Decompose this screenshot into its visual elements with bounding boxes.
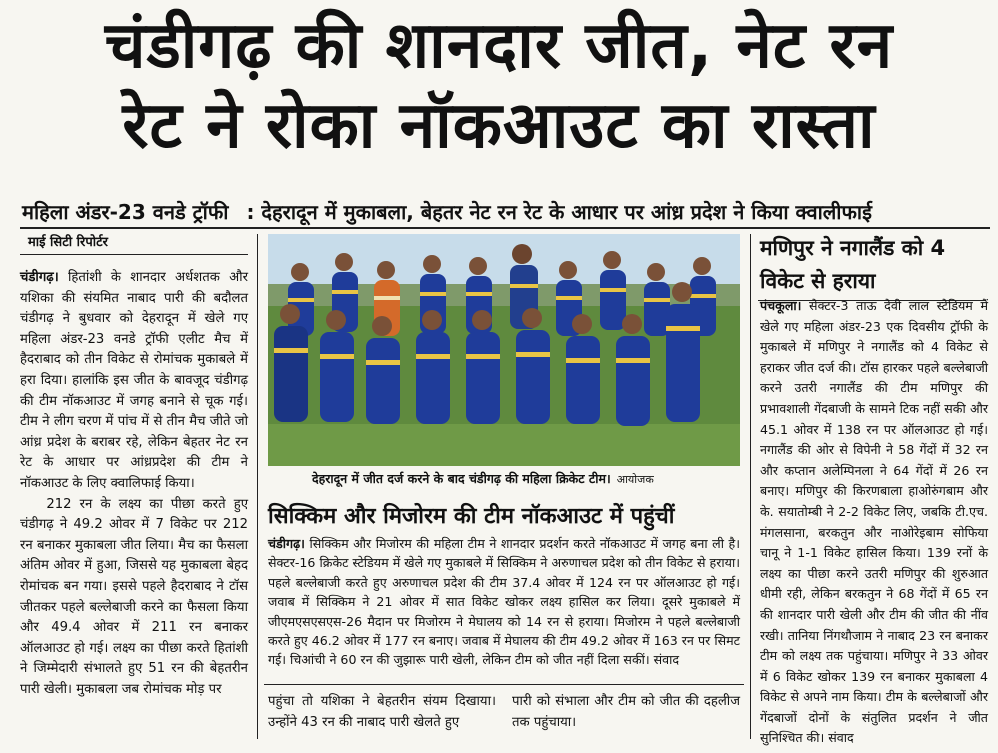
divider-column-right [750, 234, 751, 739]
main-story-para-1: चंडीगढ़। हितांशी के शानदार अर्धशतक और यशिका की संयमित नाबाद पारी की बदौलत चंडीगढ़ ने बुधवार को देहरादून में खेले गए महिला अंडर-23 वनडे ट्रॉफी एलीट मैच में हैदराबाद को तीन विकेट से रोमांचक मुकाबले में हरा दिया। हालांकि इस जीत के बावजूद चंडीगढ़ की टीम नॉकआउट में जगह बनाने से चूक गई। टीम ने लीग चरण में पांच में से तीन मैच जीते जो आंध्र प्रदेश के बराबर रहे, लेकिन बेहतर नेट रन रेट के आधार पर आंध्रप्रदेश की टीम ने नॉकआउट के लिए क्वालिफाई किया। [20, 270, 248, 491]
headline [0, 6, 998, 166]
main-story-column [20, 268, 248, 738]
subheadline [22, 198, 992, 226]
photo-caption [312, 470, 654, 487]
photo-credit: आयोजक [616, 473, 654, 486]
divider-story2-bottom [264, 684, 744, 685]
byline: माई सिटी रिपोर्टर [28, 235, 108, 250]
photo-caption-text: देहरादून में जीत दर्ज करने के बाद चंडीगढ़ की महिला क्रिकेट टीम। [312, 471, 611, 486]
subheadline-text: : देहरादून में मुकाबला, बेहतर नेट रन रेट के आधार पर आंध्र प्रदेश ने किया क्वालीफाई [246, 200, 872, 224]
story2-body: चंडीगढ़। सिक्किम और मिजोरम की महिला टीम ने शानदार प्रदर्शन करते नॉकआउट में जगह बना ली है। सेक्टर-16 क्रिकेट स्टेडियम में खेले गए मुकाबले में सिक्किम ने अरुणाचल प्रदेश को तीन विकेट से हराया। पहले बल्लेबाजी करते हुए अरुणाचल प्रदेश की टीम 37.4 ओवर में 124 रन पर ऑलआउट हो गई। जवाब में सिक्किम ने 21 ओवर में सात विकेट खोकर लक्ष्य हासिल कर लिया। दूसरे मुकाबले में जीएमएसएसएस-26 मैदान पर मिजोरम ने मेघालय को 14 रन से हराया। मिजोरम ने पहले बल्लेबाजी करते हुए 46.2 ओवर में 177 रन बनाए। जवाब में मेघालय की टीम 49.2 ओवर में 163 रन पर सिमट गई। चिआंची ने 60 रन की जुझारू पारी खेली, लेकिन टीम को जीत नहीं दिला सकीं। संवाद [268, 536, 740, 668]
subheadline-kicker: महिला अंडर-23 वनडे ट्रॉफी [22, 200, 229, 224]
story2-tag: संवाद [649, 652, 680, 668]
headline-line-2: रेट ने रोका नॉकआउट का रास्ता [122, 89, 876, 163]
side-story-tag: संवाद [824, 730, 854, 746]
main-story-dateline: चंडीगढ़। [20, 270, 59, 285]
side-story-title: मणिपुर ने नगालैंड को 4 विकेट से हराया [760, 236, 946, 293]
story2-dateline: चंडीगढ़। [268, 536, 305, 551]
main-story-continuation-left: पहुंचा तो यशिका ने बेहतरीन संयम दिखाया। उन्होंने 43 रन की नाबाद पारी खेलते हुए [268, 694, 496, 730]
main-story-continuation-right: पारी को संभाला और टीम को जीत की दहलीज तक पहुंचाया। [512, 694, 740, 730]
divider-column-left [257, 234, 258, 739]
main-story-para-2: 212 रन के लक्ष्य का पीछा करते हुए चंडीगढ़ ने 49.2 ओवर में 7 विकेट पर 212 रन बनाकर मुकाबला जीत लिया। मैच का फैसला अंतिम ओवर में हुआ, जिससे यह मुकाबला बेहद रोमांचक बन गया। इससे पहले हैदराबाद ने टॉस जीतकर पहले बल्लेबाजी करने का फैसला किया और 49.4 ओवर में 211 रन बनाकर ऑलआउट हो गई। लक्ष्य का पीछा करते हितांशी ने जिम्मेदारी संभालते हुए 51 रन की बेहतरीन पारी खेली। मुकाबला जब रोमांचक मोड़ पर [20, 496, 248, 697]
team-photo-illustration [268, 234, 740, 466]
divider-top [20, 227, 990, 229]
divider-byline [20, 254, 248, 255]
side-story-body: पंचकूला। सेक्टर-3 ताऊ देवी लाल स्टेडियम में खेले गए महिला अंडर-23 एक दिवसीय ट्रॉफी के मुकाबले में मणिपुर ने नगालैंड को 4 विकेट से हराकर जीत दर्ज की। टॉस हारकर पहले बल्लेबाजी करने उतरी नगालैंड की टीम मणिपुर की प्रभावशाली गेंदबाजी के सामने टिक नहीं सकी और 45.1 ओवर में 138 रन पर ऑलआउट हो गई। नगालैंड की ओर से विपेनी ने 58 गेंदों में 32 रन और कप्तान अलेम्पिनला ने 64 गेंदों में 26 रन बनाए। मणिपुर की किरणबाला हाओरुंगबाम और के. सयातोम्बी ने 2-2 विकेट लिए, जबकि टी.एच. मंगलसाना, बरकतुन और नाओरेइबाम सोफिया चानू ने 1-1 विकेट हासिल किया। 139 रनों के लक्ष्य का पीछा करने उतरी मणिपुर की शुरुआत धीमी रही, लेकिन बरकतुन ने 68 गेंदों में 65 रन की शानदार पारी खेली और टीम की जीत की नींव रखी। तानिया निंगथौजाम ने नाबाद 23 रन बनाकर टीम को लक्ष्य तक पहुंचाया। मणिपुर ने 33 ओवर में 6 विकेट खोकर 139 रन बनाकर मुकाबला 4 विकेट से अपने नाम किया। टीम के बल्लेबाजों और गेंदबाजों दोनों के संतुलित प्रदर्शन ने जीत सुनिश्चित की। संवाद [760, 298, 988, 746]
headline-line-1: चंडीगढ़ की शानदार जीत, नेट रन [104, 9, 894, 83]
side-story-dateline: पंचकूला। [760, 298, 802, 313]
story2-title: सिक्किम और मिजोरम की टीम नॉकआउट में पहुंचीं [268, 504, 675, 529]
team-photo [268, 234, 740, 466]
